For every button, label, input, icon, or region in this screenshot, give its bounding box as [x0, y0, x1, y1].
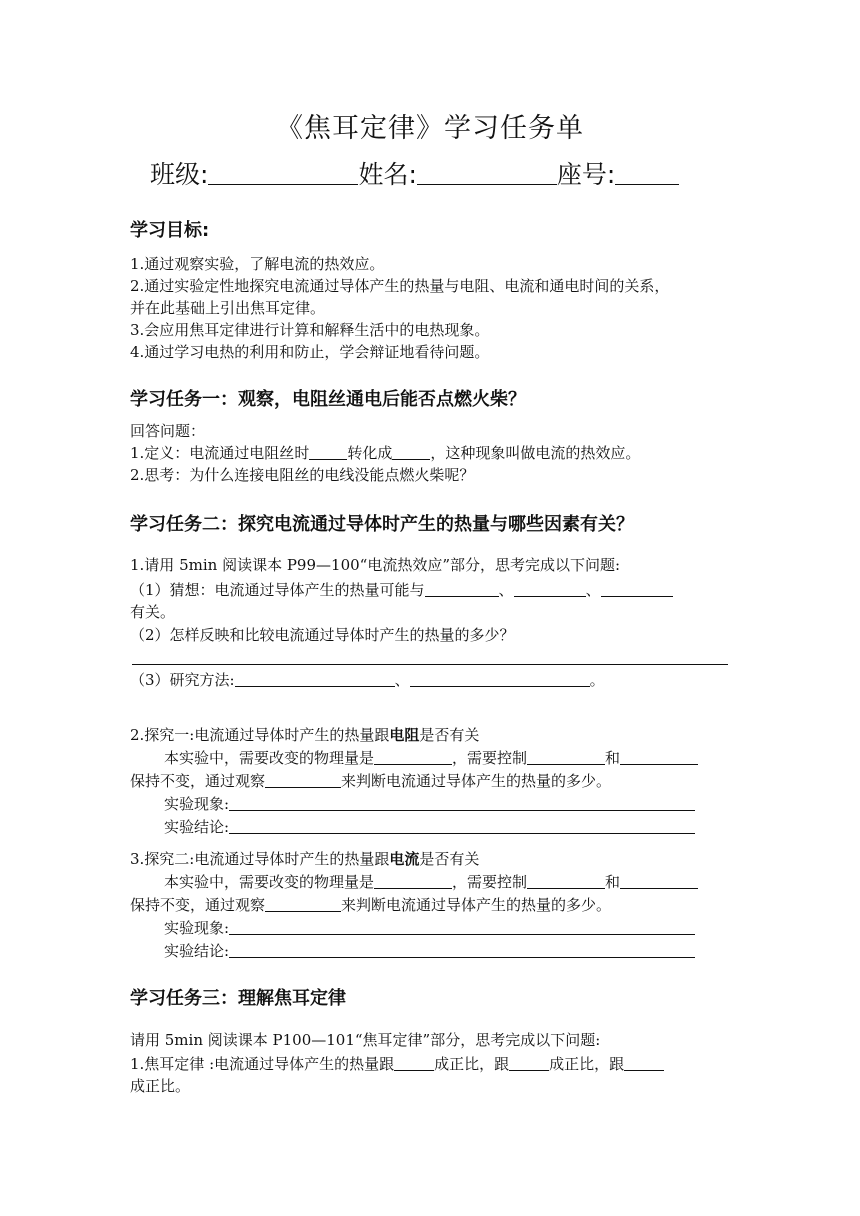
experiment1-conclusion: 实验结论:	[164, 817, 695, 837]
experiment1-title: 2.探究一:电流通过导体时产生的热量跟电阻是否有关	[130, 726, 480, 744]
blank-field[interactable]	[392, 444, 430, 460]
blank-field[interactable]	[425, 581, 499, 597]
blank-field[interactable]	[527, 749, 605, 765]
task2-guess: （1）猜想：电流通过导体产生的热量可能与 、 、	[130, 580, 673, 600]
task3-law: 1.焦耳定律 :电流通过导体产生的热量跟 成正比，跟 成正比，跟	[130, 1054, 664, 1074]
blank-field[interactable]	[265, 772, 341, 788]
task1-intro: 回答问题：	[130, 422, 206, 440]
experiment1-phenomenon: 实验现象:	[164, 794, 695, 814]
goal-item: 3.会应用焦耳定律进行计算和解释生活中的电热现象。	[130, 321, 490, 339]
goal-item: 2.通过实验定性地探究电流通过导体产生的热量与电阻、电流和通电时间的关系，	[130, 277, 670, 295]
experiment2-title: 3.探究二:电流通过导体时产生的热量跟电流是否有关	[130, 850, 480, 868]
task2-method: （3）研究方法: 、 。	[130, 671, 605, 689]
student-info-line	[150, 155, 679, 191]
experiment2-variables: 本实验中，需要改变的物理量是 ，需要控制 和	[164, 872, 698, 892]
blank-field[interactable]	[309, 444, 347, 460]
blank-field[interactable]	[265, 896, 341, 912]
goal-item: 并在此基础上引出焦耳定律。	[130, 299, 326, 317]
blank-field[interactable]	[601, 581, 673, 597]
name-blank[interactable]	[417, 160, 557, 185]
blank-field[interactable]	[527, 873, 605, 889]
task3-heading: 学习任务三：理解焦耳定律	[130, 988, 346, 1009]
task3-law-end: 成正比。	[130, 1077, 191, 1095]
experiment1-variables: 本实验中，需要改变的物理量是 ，需要控制 和	[164, 748, 698, 768]
class-blank[interactable]	[208, 160, 358, 185]
goal-item: 4.通过学习电热的利用和防止，学会辩证地看待问题。	[130, 343, 490, 361]
seat-label: 座号:	[556, 160, 616, 189]
blank-field[interactable]	[620, 873, 698, 889]
task2-question: （2）怎样反映和比较电流通过导体时产生的热量的多少？	[130, 626, 515, 644]
blank-field[interactable]	[410, 671, 590, 687]
goals-heading: 学习目标:	[130, 220, 210, 241]
experiment1-observe: 保持不变，通过观察 来判断电流通过导体产生的热量的多少。	[130, 772, 612, 790]
blank-field[interactable]	[229, 919, 695, 935]
blank-field[interactable]	[374, 749, 452, 765]
blank-field[interactable]	[229, 795, 695, 811]
class-label: 班级:	[150, 160, 209, 189]
blank-field[interactable]	[509, 1055, 549, 1071]
blank-field[interactable]	[514, 581, 586, 597]
blank-field[interactable]	[624, 1055, 664, 1071]
blank-field[interactable]	[229, 942, 695, 958]
experiment2-conclusion: 实验结论:	[164, 941, 695, 961]
task3-read: 请用 5min 阅读课本 P100—101“焦耳定律”部分，思考完成以下问题:	[130, 1031, 601, 1049]
seat-blank[interactable]	[615, 160, 679, 185]
experiment2-phenomenon: 实验现象:	[164, 918, 695, 938]
goal-item: 1.通过观察实验，了解电流的热效应。	[130, 255, 385, 273]
task2-read: 1.请用 5min 阅读课本 P99—100“电流热效应”部分，思考完成以下问题:	[130, 556, 621, 574]
task1-question: 2.思考：为什么连接电阻丝的电线没能点燃火柴呢？	[130, 466, 475, 484]
blank-field[interactable]	[620, 749, 698, 765]
task1-heading: 学习任务一：观察，电阻丝通电后能否点燃火柴？	[130, 389, 526, 410]
page-title: 《焦耳定律》学习任务单	[276, 113, 584, 144]
blank-field[interactable]	[235, 671, 395, 687]
task2-heading: 学习任务二：探究电流通过导体时产生的热量与哪些因素有关？	[130, 514, 634, 535]
task2-guess-end: 有关。	[130, 603, 176, 621]
answer-line[interactable]	[132, 664, 728, 665]
task1-definition: 1.定义：电流通过电阻丝时 转化成 ，这种现象叫做电流的热效应。	[130, 444, 641, 462]
blank-field[interactable]	[374, 873, 452, 889]
experiment2-observe: 保持不变，通过观察 来判断电流通过导体产生的热量的多少。	[130, 896, 612, 914]
blank-field[interactable]	[394, 1055, 434, 1071]
blank-field[interactable]	[229, 818, 695, 834]
name-label: 姓名:	[358, 160, 417, 189]
